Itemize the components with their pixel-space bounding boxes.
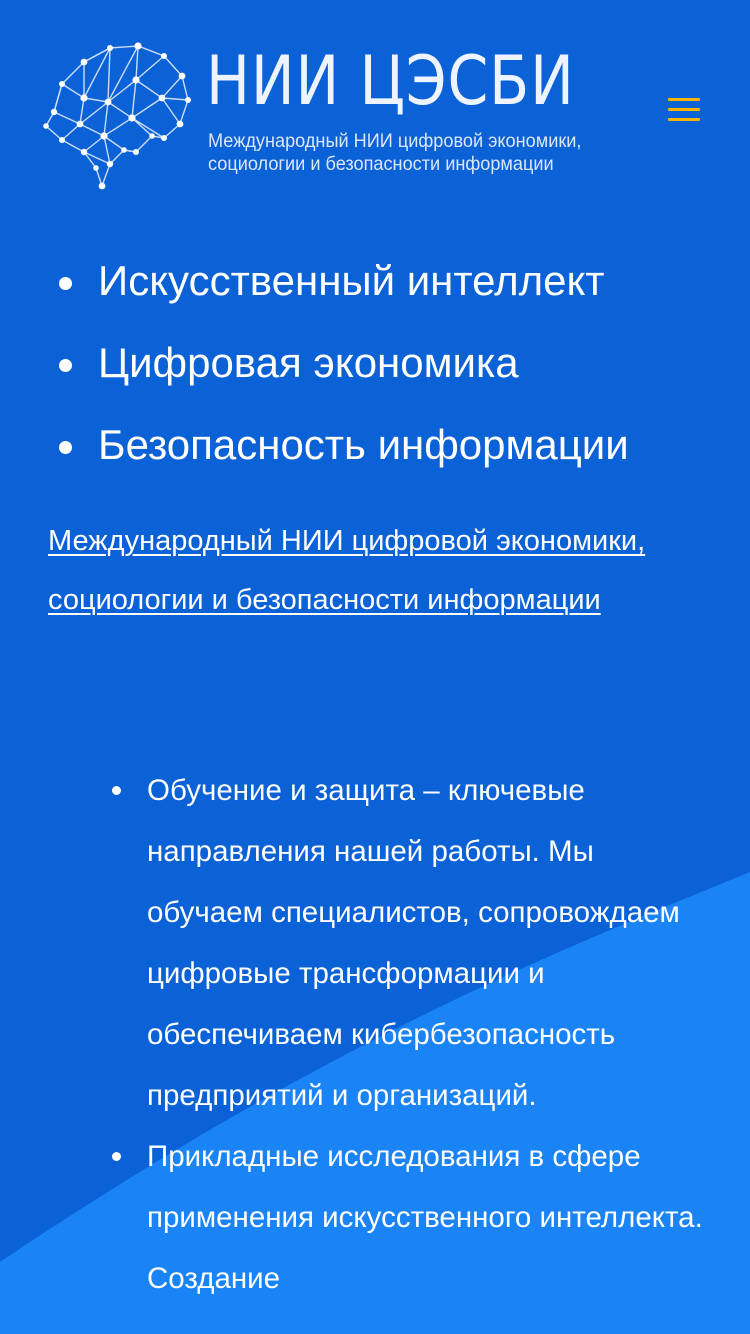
topic-item: Цифровая экономика — [0, 322, 750, 404]
service-item: Обучение и защита – ключевые направления нашей работы. Мы обучаем специалистов, сопровождаем цифровые трансформации и обеспечиваем кибербезопасность предприятий и организаций. — [0, 760, 707, 1126]
services-list — [0, 760, 750, 1309]
topics-list — [0, 240, 750, 486]
service-item: Прикладные исследования в сфере применения искусственного интеллекта. Создание — [0, 1126, 707, 1309]
hamburger-menu-icon[interactable] — [664, 92, 704, 128]
logo-link[interactable] — [40, 40, 610, 190]
brain-network-icon — [40, 40, 192, 190]
topic-item: Безопасность информации — [0, 404, 750, 486]
institute-link[interactable]: Международный НИИ цифровой экономики, социологии и безопасности информации — [48, 525, 646, 616]
site-header — [0, 0, 750, 200]
topic-item: Искусственный интеллект — [0, 240, 750, 322]
menu-bar-top — [668, 98, 700, 101]
menu-bar-bottom — [668, 118, 700, 121]
menu-bar-middle — [668, 108, 700, 111]
logo-subtitle: Международный НИИ цифровой экономики, социологии и безопасности информации — [208, 130, 582, 175]
logo-title: НИИ ЦЭСБИ — [206, 42, 575, 121]
